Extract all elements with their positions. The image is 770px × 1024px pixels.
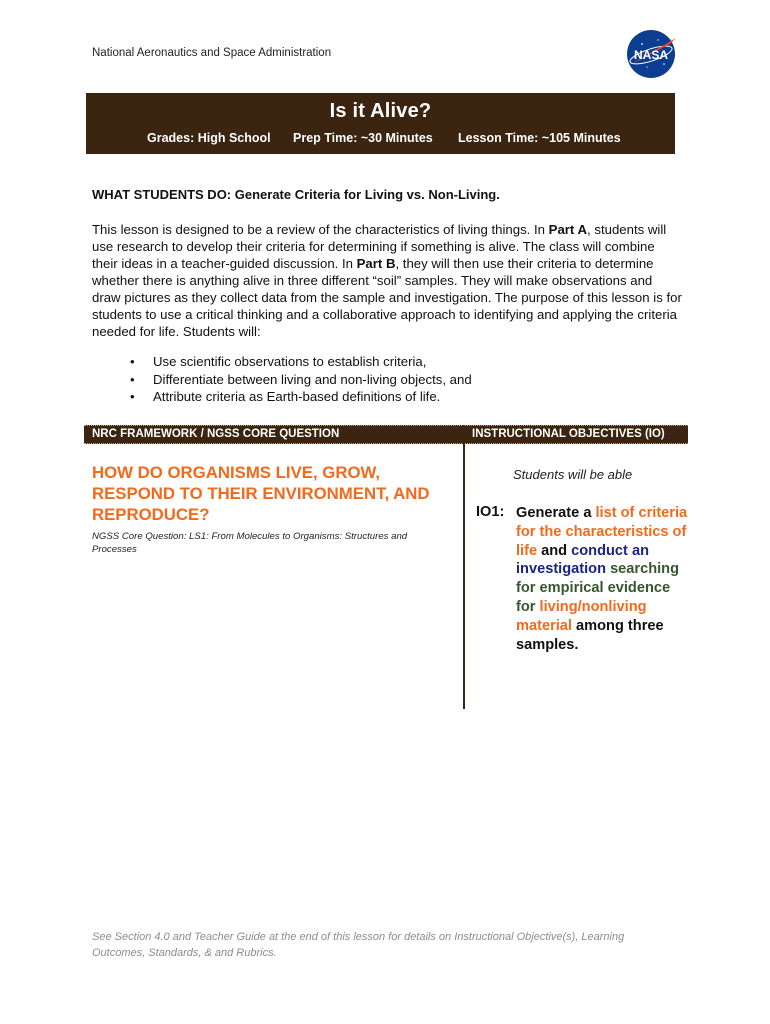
- objective-part: searching for empirical evidence for: [516, 561, 680, 615]
- intro-text-2: , students will use research to develop their criteria for determining if something is alive. The class will combine their ideas in a teacher-guided discussion. In: [92, 222, 667, 271]
- students-able-text: Students will be able: [513, 467, 633, 482]
- part-b-label: Part B: [356, 256, 396, 271]
- objectives-heading: INSTRUCTIONAL OBJECTIVES (IO): [465, 425, 688, 444]
- agency-name: National Aeronautics and Space Administration: [92, 47, 332, 59]
- list-item-text: Use scientific observations to establish criteria,: [153, 354, 427, 369]
- objective-label: IO1:: [476, 504, 505, 520]
- intro-text-3: , they will then use their criteria to determine whether there is anything alive in three different “soil” samples. They will make observations and draw pictures as they collect data from the sample and investigation. The purpose of this lesson is for students to use a critical thinking and a collaborative approach to identifying and applying the criteria needed for life. Students will:: [92, 256, 682, 339]
- grades-info: Grades: High School: [147, 131, 271, 145]
- prep-time-info: Prep Time: ~30 Minutes: [293, 131, 433, 145]
- list-item: [92, 353, 472, 371]
- objective-part: conduct an investigation: [516, 542, 649, 578]
- what-students-do-heading: WHAT STUDENTS DO: Generate Criteria for Living vs. Non-Living.: [92, 187, 500, 202]
- bullet-icon: •: [130, 371, 135, 387]
- intro-paragraph: [92, 221, 682, 340]
- bullet-icon: •: [130, 389, 135, 404]
- objective-part: list of criteria for the characteristics of life: [516, 505, 688, 559]
- objective-part: living/nonliving material: [516, 598, 647, 634]
- list-item-text: Differentiate between living and non-living objects, and: [153, 371, 472, 387]
- lesson-time-info: Lesson Time: ~105 Minutes: [458, 131, 621, 145]
- lesson-title: Is it Alive?: [329, 100, 432, 122]
- list-item-text: Attribute criteria as Earth-based definitions of life.: [153, 389, 441, 404]
- nasa-logo-icon: [620, 28, 682, 80]
- student-outcomes-list: [92, 353, 472, 406]
- objective-part: Generate a: [516, 505, 596, 521]
- column-divider: [463, 425, 465, 709]
- core-question: HOW DO ORGANISMS LIVE, GROW, RESPOND TO THEIR ENVIRONMENT, AND REPRODUCE?: [92, 463, 430, 524]
- footer-note: See Section 4.0 and Teacher Guide at the end of this lesson for details on Instructional Objective(s), Learning Outcomes, Standards, & and Rubrics.: [92, 931, 625, 959]
- nasa-logo-text: NASA: [633, 48, 669, 62]
- lesson-banner: [86, 93, 675, 154]
- bullet-icon: •: [130, 354, 135, 369]
- objective-part: and: [537, 542, 572, 559]
- objective-text: [516, 504, 691, 654]
- list-item: [92, 371, 472, 389]
- list-item: [92, 388, 472, 406]
- intro-text-1: This lesson is designed to be a review of the characteristics of living things. In: [92, 222, 549, 237]
- ngss-core-question: NGSS Core Question: LS1: From Molecules to Organisms: Structures and Processes: [92, 531, 408, 555]
- objective-part: among three samples.: [516, 617, 664, 653]
- framework-heading: NRC FRAMEWORK / NGSS CORE QUESTION: [84, 425, 466, 444]
- part-a-label: Part A: [548, 222, 588, 237]
